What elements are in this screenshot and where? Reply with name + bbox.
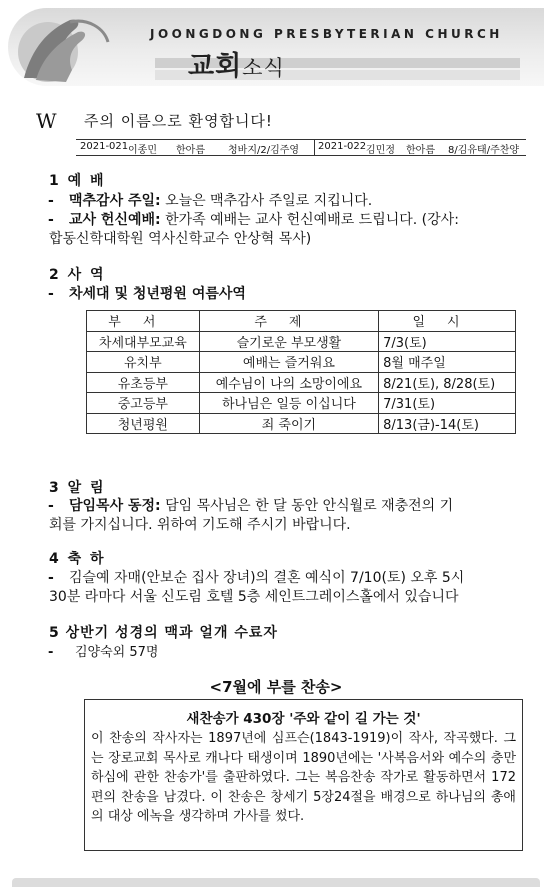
- table-cell: 청년평원: [87, 413, 200, 434]
- hymn-title: 새찬송가 430장 '주와 같이 길 가는 것': [186, 711, 421, 727]
- table-row: [87, 331, 516, 352]
- section-heading-congrats: 4 축 하: [49, 551, 106, 567]
- item-label: 차세대 및 청년평원 여름사역: [69, 286, 246, 302]
- hymn-heading: <7월에 부를 찬송>: [209, 678, 343, 696]
- table-cell: 죄 죽이기: [199, 413, 378, 434]
- item-text-continued: 회를 가지십니다. 위하여 기도해 주시기 바랍니다.: [49, 517, 351, 533]
- item-label: 맥추감사 주일:: [69, 193, 161, 209]
- item-label: 담임목사 동정:: [69, 498, 161, 514]
- column-header: 일시: [379, 311, 516, 332]
- item-text: 오늘은 맥추감사 주일로 지킵니다.: [160, 193, 373, 209]
- table-cell: 하나님은 일등 이십니다: [199, 393, 378, 414]
- table-cell: 8/21(토), 8/28(토): [379, 372, 516, 393]
- table-cell: 7/31(토): [379, 393, 516, 414]
- table-row: [87, 413, 516, 434]
- duty-number: 2021-022: [318, 141, 367, 152]
- duty-detail: 청바지/2/김주영: [228, 145, 300, 156]
- bullet-dash: -: [48, 645, 54, 660]
- welcome-text: 주의 이름으로 환영합니다!: [84, 112, 273, 130]
- table-cell: 예배는 즐거워요: [199, 352, 378, 373]
- table-cell: 유초등부: [87, 372, 200, 393]
- item-text-continued: 합동신학대학원 역사신학교수 안상혁 목사): [49, 231, 312, 247]
- duty-number: 2021-021: [80, 141, 129, 152]
- column-header: 부서: [87, 311, 200, 332]
- section-heading-ministry: 2 사 역: [49, 267, 106, 283]
- item-text-continued: 30분 라마다 서울 신도림 호텔 5층 세인트그레이스홀에서 있습니다: [49, 589, 459, 605]
- table-cell: 8/13(금)-14(토): [379, 413, 516, 434]
- table-cell: 8월 매주일: [379, 352, 516, 373]
- table-cell: 슬기로운 부모생활: [199, 331, 378, 352]
- notice-item: [49, 497, 521, 535]
- column-header: 주제: [199, 311, 378, 332]
- page-title: [188, 44, 285, 83]
- table-cell: 차세대부모교육: [87, 331, 200, 352]
- footer-bar: [12, 878, 540, 887]
- item-text: 한가족 예배는 교사 헌신예배로 드립니다. (강사:: [160, 212, 459, 228]
- hymn-box: [84, 699, 523, 851]
- table-cell: 예수님이 나의 소망이에요: [199, 372, 378, 393]
- praying-hands-icon: [8, 8, 128, 86]
- table-row: [87, 352, 516, 373]
- table-header-row: [87, 311, 516, 332]
- duty-detail: 8/김유태/주찬양: [448, 145, 520, 156]
- bullet-dash: -: [48, 286, 54, 302]
- ministry-subtitle: [49, 285, 521, 304]
- section-heading-notice: 3 알 림: [49, 480, 106, 496]
- bullet-dash: -: [48, 570, 54, 586]
- duty-divider: [314, 139, 315, 156]
- worship-item: [49, 192, 521, 211]
- newsletter-header: [0, 0, 552, 92]
- duty-person: 한아름: [176, 145, 205, 156]
- hymn-description: 이 찬송의 작사자는 1897년에 심프슨(1843-1919)이 작사, 작곡했다. 그는 장로교회 목사로 캐나다 태생이며 1890년에는 '사복음서와 예수의 충만하심에 관한 찬송가'를 출판하였다. 그는 복음찬송 작가로 활동하면서 172편의 찬송을 남겼다. 이 찬송은 창세기 5장24절을 배경으로 하나님의 총애의 대상 에녹을 생각하며 가사를 썼다.: [91, 731, 516, 824]
- table-row: [87, 372, 516, 393]
- duty-person: 김민정: [366, 145, 395, 156]
- bullet-dash: -: [48, 498, 54, 514]
- table-row: [87, 393, 516, 414]
- duty-person: 이종민: [128, 145, 157, 156]
- reading-item: [49, 643, 521, 662]
- table-cell: 유치부: [87, 352, 200, 373]
- table-cell: 중고등부: [87, 393, 200, 414]
- church-name: JOONGDONG PRESBYTERIAN CHURCH: [150, 27, 503, 41]
- bullet-dash: -: [48, 212, 54, 228]
- duty-roster: [76, 139, 526, 156]
- section-heading-reading: 5 상반기 성경의 맥과 얼개 수료자: [49, 625, 278, 641]
- title-main: 교회: [188, 51, 243, 82]
- section-heading-worship: 1 예 배: [49, 173, 106, 189]
- congrats-item: [49, 569, 521, 607]
- title-small: 소식: [242, 56, 285, 80]
- duty-person: 한아름: [406, 145, 435, 156]
- item-text: 김양숙외 57명: [75, 645, 159, 660]
- ministry-table: [86, 310, 516, 434]
- item-text: 담임 목사님은 한 달 동안 안식월로 재충전의 기: [160, 498, 454, 514]
- item-label: 교사 헌신예배:: [69, 212, 161, 228]
- item-text: 김슬예 자매(안보순 집사 장녀)의 결혼 예식이 7/10(토) 오후 5시: [69, 570, 465, 586]
- bullet-dash: -: [48, 193, 54, 209]
- welcome-letter: W: [36, 109, 57, 133]
- table-cell: 7/3(토): [379, 331, 516, 352]
- worship-item: [49, 211, 521, 249]
